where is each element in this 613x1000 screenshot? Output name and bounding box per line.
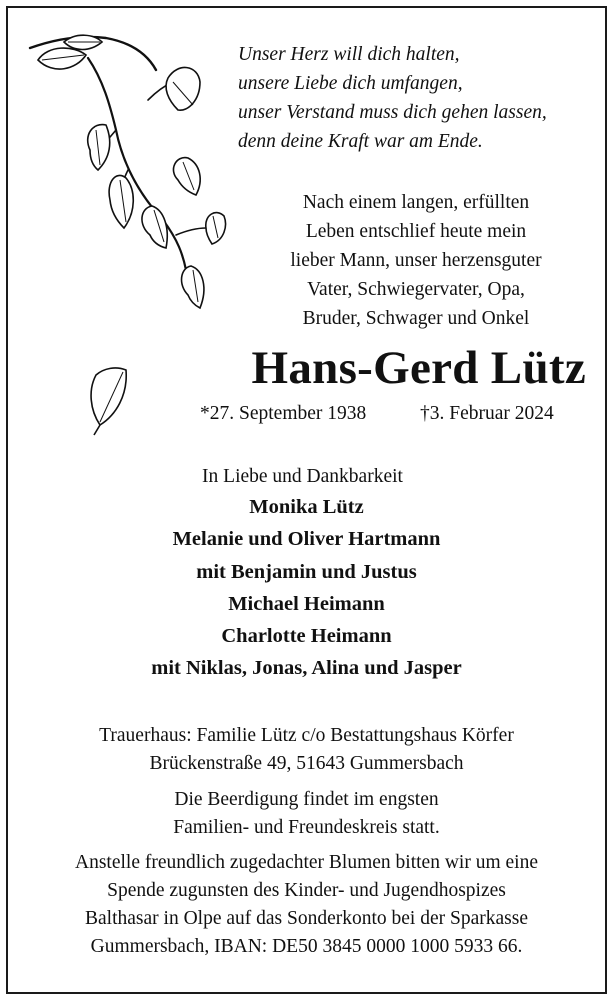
donation-note-line: Anstelle freundlich zugedachter Blumen bitten wir um eine bbox=[75, 852, 538, 873]
donation-note-line: Gummersbach, IBAN: DE50 3845 0000 1000 5933 66. bbox=[90, 936, 523, 957]
poem-line: Unser Herz will dich halten, bbox=[238, 44, 460, 65]
announcement-line: Leben entschlief heute mein bbox=[305, 221, 527, 242]
mourning-house-line: Trauerhaus: Familie Lütz c/o Bestattungshaus Körfer bbox=[99, 725, 514, 746]
announcement-line: Nach einem langen, erfüllten bbox=[302, 192, 530, 213]
death-announcement bbox=[226, 188, 606, 333]
mourners-intro: In Liebe und Dankbarkeit bbox=[202, 466, 403, 487]
poem-line: denn deine Kraft war am Ende. bbox=[238, 131, 483, 152]
donation-note-line: Spende zugunsten des Kinder- und Jugendhospizes bbox=[107, 880, 506, 901]
death-date: †3. Februar 2024 bbox=[420, 403, 554, 424]
poem bbox=[238, 40, 578, 156]
mourner-name: Michael Heimann bbox=[228, 592, 385, 615]
mourner-name: mit Niklas, Jonas, Alina und Jasper bbox=[151, 657, 462, 680]
poem-line: unser Verstand muss dich gehen lassen, bbox=[238, 102, 547, 123]
donation-note-line: Balthasar in Olpe auf das Sonderkonto bei der Sparkasse bbox=[85, 908, 528, 929]
poem-line: unsere Liebe dich umfangen, bbox=[238, 73, 463, 94]
mourners-block bbox=[0, 462, 613, 685]
mourner-name: Monika Lütz bbox=[249, 496, 364, 518]
footer-info bbox=[0, 722, 613, 961]
funeral-note-line: Familien- und Freundeskreis statt. bbox=[173, 817, 440, 838]
funeral-note-line: Die Beerdigung findet im engsten bbox=[174, 789, 439, 810]
mourner-name: Charlotte Heimann bbox=[221, 625, 392, 648]
announcement-line: Bruder, Schwager und Onkel bbox=[302, 308, 530, 329]
deceased-name: Hans-Gerd Lütz bbox=[251, 342, 586, 394]
birth-date: *27. September 1938 bbox=[200, 403, 367, 424]
mourner-name: mit Benjamin und Justus bbox=[196, 560, 417, 583]
mourning-house-address: Brückenstraße 49, 51643 Gummersbach bbox=[149, 753, 464, 774]
announcement-line: lieber Mann, unser herzensguter bbox=[290, 250, 542, 271]
mourner-name: Melanie und Oliver Hartmann bbox=[172, 528, 441, 551]
announcement-line: Vater, Schwiegervater, Opa, bbox=[307, 279, 525, 300]
